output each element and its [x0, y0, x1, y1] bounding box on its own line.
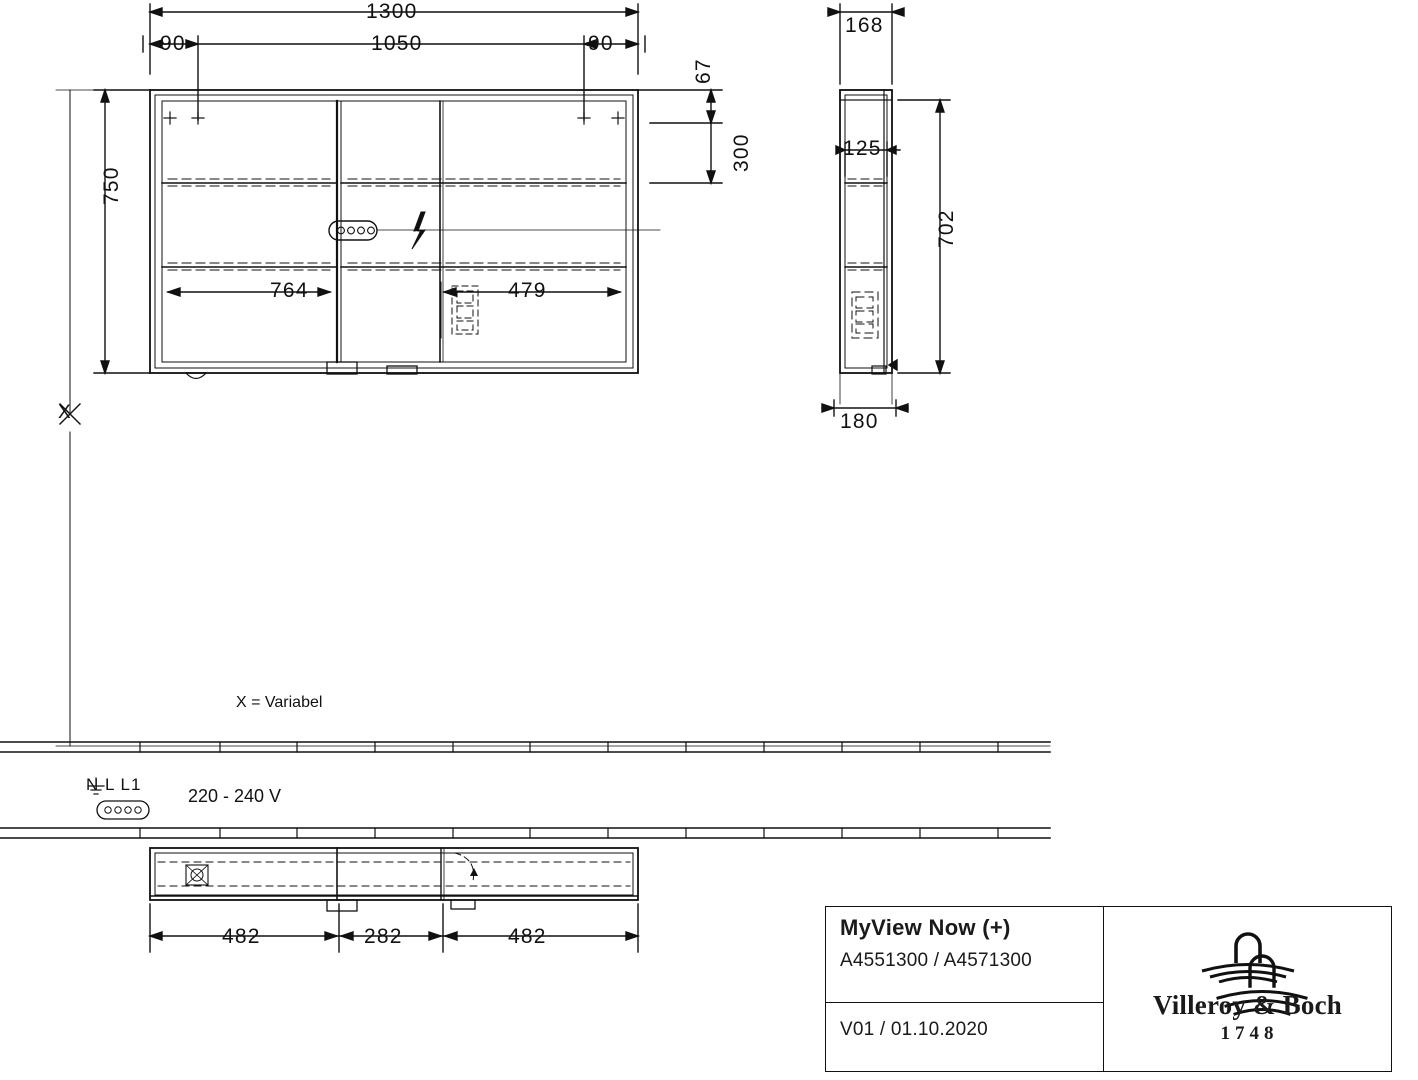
- brand-name: Villeroy & Boch: [1153, 990, 1342, 1020]
- title-block-upper: [826, 907, 1103, 1003]
- brand-year: 1748: [1220, 1023, 1279, 1044]
- dim-left-door-width: 764: [270, 279, 309, 302]
- dim-inner-height: 702: [935, 209, 958, 248]
- title-block: [825, 906, 1392, 1072]
- dim-total-width: 1300: [366, 0, 418, 23]
- variable-note: X = Variabel: [236, 694, 323, 711]
- dim-total-height: 750: [100, 166, 123, 205]
- mains-terminal-labels: N L L1: [86, 775, 142, 794]
- dim-inner-width: 1050: [371, 32, 423, 55]
- article-numbers: A4551300 / A4571300: [840, 950, 1032, 971]
- dim-left-offset: 90: [160, 32, 186, 55]
- variable-marker-label: X: [58, 402, 71, 423]
- dim-right-door-width: 479: [508, 279, 547, 302]
- logo-arc-icon: [1188, 929, 1308, 983]
- revision-date: V01 / 01.10.2020: [840, 1019, 988, 1040]
- dim-middle-segment: 282: [364, 925, 403, 948]
- dim-depth-bottom: 180: [840, 410, 879, 433]
- dim-left-segment: 482: [222, 925, 261, 948]
- voltage-note: 220 - 240 V: [188, 786, 282, 806]
- dim-right-segment: 482: [508, 925, 547, 948]
- brand-block: [1104, 907, 1391, 1071]
- title-block-info: [826, 907, 1104, 1071]
- villeroy-boch-logo-icon: [1188, 929, 1308, 988]
- dim-right-offset: 90: [588, 32, 614, 55]
- dim-socket-height: 300: [730, 133, 753, 172]
- dim-depth-top: 168: [845, 14, 884, 37]
- dim-shelf-depth: 125: [843, 137, 882, 160]
- product-name: MyView Now (+): [840, 915, 1011, 940]
- dim-top-offset: 67: [692, 58, 715, 84]
